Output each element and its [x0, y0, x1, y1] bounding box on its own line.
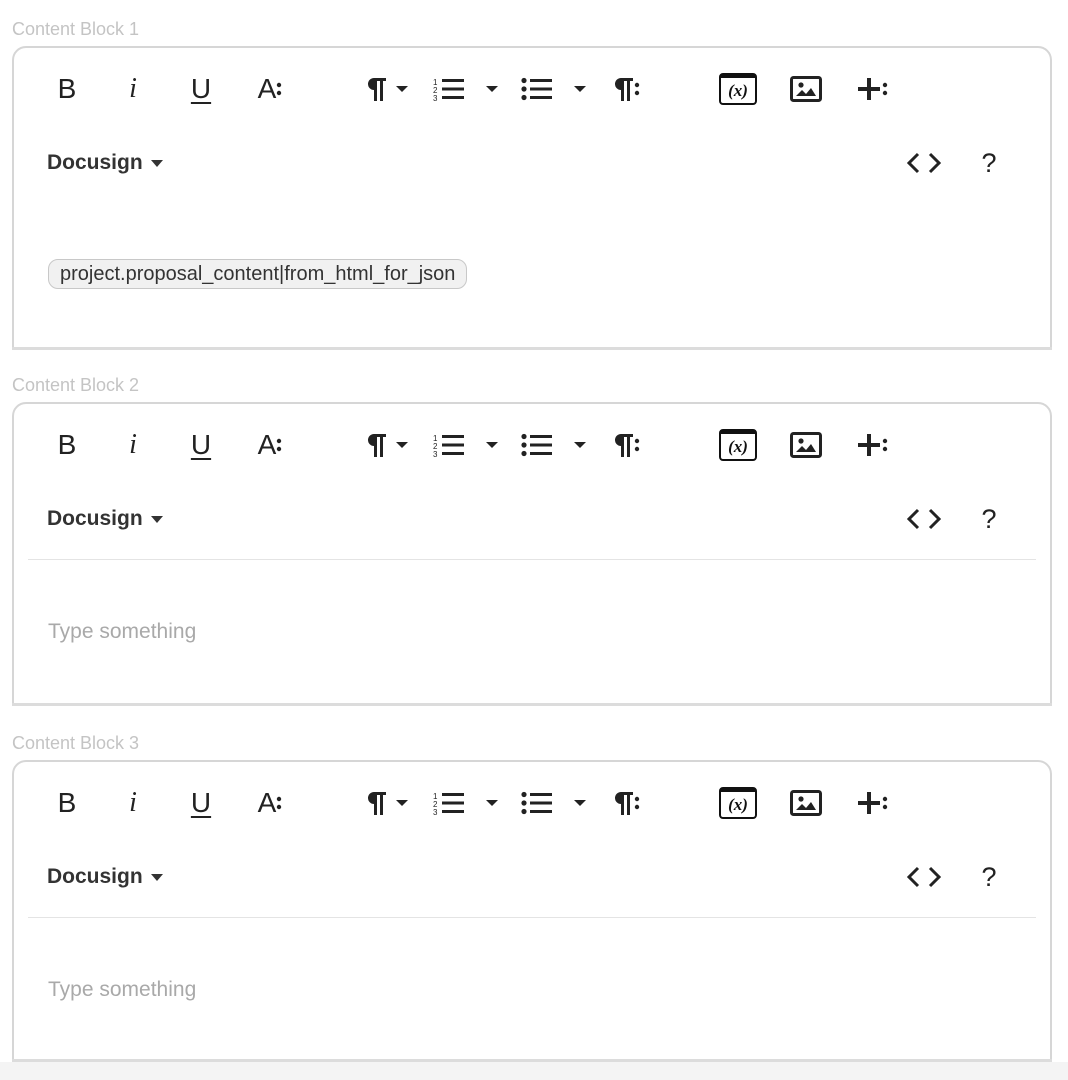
style-dropdown-value: Docusign [47, 507, 143, 530]
insert-variable-button[interactable] [718, 784, 758, 822]
more-dots-icon [882, 436, 888, 454]
content-block-2-label: Content Block 2 [12, 375, 140, 395]
insert-more-button[interactable] [852, 70, 892, 108]
content-area[interactable] [16, 560, 1048, 704]
unordered-list-icon [521, 791, 553, 815]
insert-more-icon [856, 790, 882, 816]
insert-image-button[interactable] [786, 70, 826, 108]
chevron-down-icon [573, 441, 587, 449]
help-button[interactable] [972, 502, 1006, 536]
insert-image-icon [790, 76, 822, 102]
content-block-1-label: Content Block 1 [12, 19, 140, 39]
insert-more-button[interactable] [852, 426, 892, 464]
font-size-button[interactable] [250, 70, 290, 108]
svg-text:3: 3 [433, 94, 438, 101]
bold-button[interactable] [50, 70, 84, 108]
unordered-list-icon [521, 77, 553, 101]
insert-variable-button[interactable] [718, 70, 758, 108]
paragraph-format-icon [365, 790, 387, 816]
ordered-list-dropdown[interactable] [432, 70, 500, 108]
paragraph-format-dropdown[interactable] [362, 70, 412, 108]
chevron-down-icon [151, 874, 163, 881]
paragraph-format-dropdown[interactable] [362, 426, 412, 464]
more-dots-icon [276, 436, 282, 454]
chevron-down-icon [151, 160, 163, 167]
bold-icon: B [57, 429, 77, 460]
insert-image-icon [790, 432, 822, 458]
ordered-list-dropdown[interactable] [432, 784, 500, 822]
svg-text:2: 2 [433, 442, 438, 451]
help-icon: ? [981, 861, 997, 892]
unordered-list-dropdown[interactable] [520, 426, 588, 464]
code-view-button[interactable] [904, 146, 944, 180]
svg-text:1: 1 [433, 78, 438, 87]
help-button[interactable] [972, 860, 1006, 894]
font-size-button[interactable] [250, 426, 290, 464]
paragraph-format-icon [365, 432, 387, 458]
style-dropdown[interactable] [47, 148, 163, 178]
italic-button[interactable] [118, 70, 148, 108]
chevron-down-icon [151, 516, 163, 523]
svg-text:2: 2 [433, 800, 438, 809]
chevron-down-icon [573, 85, 587, 93]
svg-text:1: 1 [433, 792, 438, 801]
italic-button[interactable] [118, 784, 148, 822]
underline-icon: U [190, 787, 212, 818]
style-dropdown-value: Docusign [47, 865, 143, 888]
underline-icon: U [190, 429, 212, 460]
ordered-list-icon [433, 433, 465, 457]
insert-image-button[interactable] [786, 426, 826, 464]
ordered-list-icon [433, 791, 465, 815]
italic-icon: i [129, 73, 137, 104]
content-placeholder: Type something [48, 620, 197, 643]
content-placeholder: Type something [48, 978, 197, 1001]
help-icon: ? [981, 503, 997, 534]
unordered-list-dropdown[interactable] [520, 784, 588, 822]
font-size-button[interactable] [250, 784, 290, 822]
insert-image-button[interactable] [786, 784, 826, 822]
bold-button[interactable] [50, 784, 84, 822]
content-block-1-editor [12, 46, 1052, 350]
ordered-list-icon [433, 77, 465, 101]
code-view-icon [907, 152, 941, 174]
code-view-icon [907, 866, 941, 888]
code-view-button[interactable] [904, 502, 944, 536]
code-view-icon [907, 508, 941, 530]
paragraph-more-icon [612, 76, 634, 102]
bold-button[interactable] [50, 426, 84, 464]
style-dropdown[interactable] [47, 862, 163, 892]
insert-more-icon [856, 76, 882, 102]
paragraph-format-icon [365, 76, 387, 102]
bold-icon: B [57, 787, 77, 818]
style-dropdown[interactable] [47, 504, 163, 534]
chevron-down-icon [485, 799, 499, 807]
paragraph-more-icon [612, 790, 634, 816]
more-dots-icon [276, 794, 282, 812]
more-dots-icon [882, 80, 888, 98]
more-dots-icon [882, 794, 888, 812]
underline-button[interactable] [184, 426, 218, 464]
content-block-3-label: Content Block 3 [12, 733, 140, 753]
chevron-down-icon [485, 441, 499, 449]
insert-more-icon [856, 432, 882, 458]
font-size-icon: A [257, 73, 277, 104]
unordered-list-icon [521, 433, 553, 457]
chevron-down-icon [395, 85, 409, 93]
content-block-3-editor [12, 760, 1052, 1062]
chevron-down-icon [395, 799, 409, 807]
font-size-icon: A [257, 787, 277, 818]
more-dots-icon [634, 794, 640, 812]
ordered-list-dropdown[interactable] [432, 426, 500, 464]
underline-button[interactable] [184, 784, 218, 822]
paragraph-more-icon [612, 432, 634, 458]
underline-button[interactable] [184, 70, 218, 108]
insert-variable-icon: (x) [719, 429, 757, 461]
italic-icon: i [129, 429, 137, 460]
variable-chip[interactable]: project.proposal_content|from_html_for_json [48, 259, 467, 289]
insert-more-button[interactable] [852, 784, 892, 822]
insert-image-icon [790, 790, 822, 816]
chevron-down-icon [485, 85, 499, 93]
page-bottom-bar [0, 1062, 1068, 1080]
chevron-down-icon [395, 441, 409, 449]
paragraph-more-button[interactable] [606, 70, 646, 108]
style-dropdown-value: Docusign [47, 151, 143, 174]
code-view-button[interactable] [904, 860, 944, 894]
unordered-list-dropdown[interactable] [520, 70, 588, 108]
underline-icon: U [190, 73, 212, 104]
insert-variable-button[interactable] [718, 426, 758, 464]
bold-icon: B [57, 73, 77, 104]
more-dots-icon [276, 80, 282, 98]
paragraph-more-button[interactable] [606, 426, 646, 464]
svg-text:1: 1 [433, 434, 438, 443]
more-dots-icon [634, 436, 640, 454]
help-icon: ? [981, 147, 997, 178]
paragraph-more-button[interactable] [606, 784, 646, 822]
help-button[interactable] [972, 146, 1006, 180]
svg-text:3: 3 [433, 450, 438, 457]
italic-icon: i [129, 787, 137, 818]
content-area[interactable] [16, 918, 1048, 1060]
insert-variable-icon: (x) [719, 787, 757, 819]
content-area[interactable] [16, 198, 1048, 348]
svg-text:3: 3 [433, 808, 438, 815]
chevron-down-icon [573, 799, 587, 807]
paragraph-format-dropdown[interactable] [362, 784, 412, 822]
font-size-icon: A [257, 429, 277, 460]
svg-text:2: 2 [433, 86, 438, 95]
more-dots-icon [634, 80, 640, 98]
insert-variable-icon: (x) [719, 73, 757, 105]
italic-button[interactable] [118, 426, 148, 464]
content-block-2-editor [12, 402, 1052, 706]
